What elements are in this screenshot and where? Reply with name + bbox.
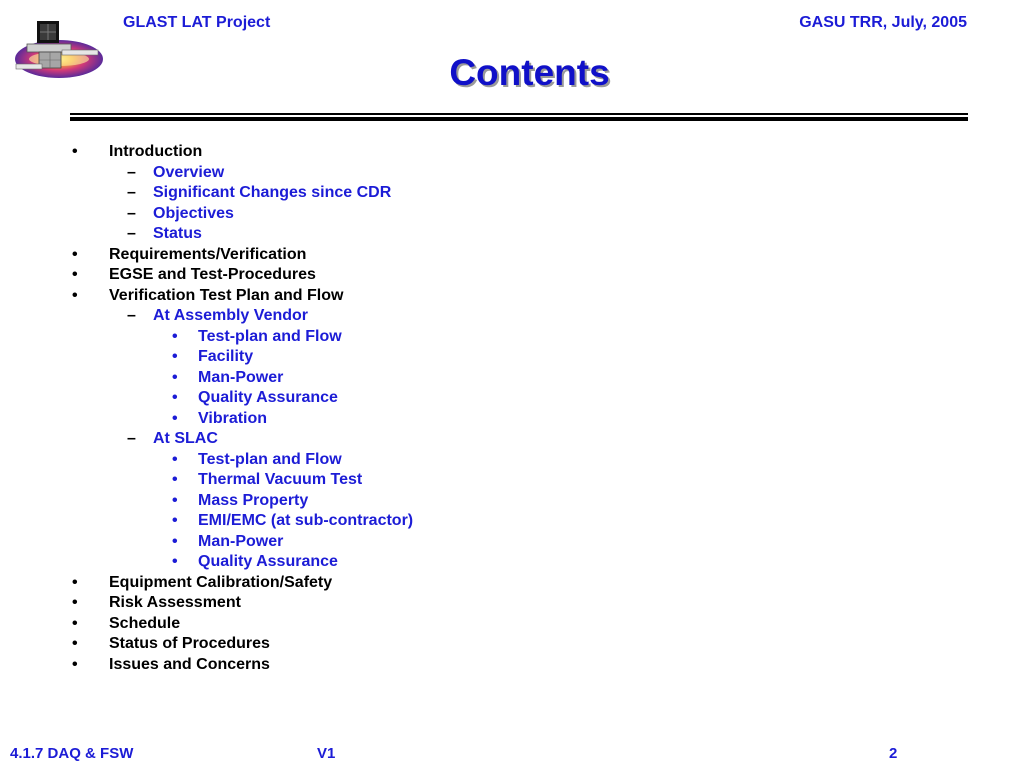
bullet-icon: • bbox=[72, 635, 78, 652]
bullet-icon: • bbox=[172, 368, 178, 386]
bullet-icon: • bbox=[72, 614, 78, 632]
toc-item-label: Objectives bbox=[153, 204, 234, 222]
bullet-icon: • bbox=[72, 594, 78, 611]
bullet-icon: • bbox=[172, 409, 178, 427]
toc-item-label: EMI/EMC (at sub-contractor) bbox=[198, 512, 414, 529]
footer-section: 4.1.7 DAQ & FSW bbox=[10, 745, 134, 762]
bullet-icon: • bbox=[72, 266, 78, 283]
bullet-icon: • bbox=[172, 348, 178, 365]
bullet-icon: • bbox=[172, 512, 178, 529]
bullet-icon: • bbox=[72, 655, 78, 673]
toc-item-label: Man-Power bbox=[198, 368, 284, 386]
bullet-icon: • bbox=[172, 389, 178, 406]
dash-bullet: – bbox=[127, 225, 136, 242]
toc-item-label: Quality Assurance bbox=[198, 389, 338, 406]
toc-item-label: Facility bbox=[198, 348, 254, 365]
header-event: GASU TRR, July, 2005 bbox=[799, 14, 967, 31]
dash-bullet: – bbox=[127, 430, 136, 447]
title-divider-thin bbox=[70, 113, 968, 115]
toc-item-label: Requirements/Verification bbox=[109, 245, 307, 263]
page-title: Contents bbox=[449, 52, 610, 93]
toc-item-label: Verification Test Plan and Flow bbox=[109, 286, 344, 304]
bullet-icon: • bbox=[72, 573, 78, 591]
toc-item-label: Test-plan and Flow bbox=[198, 327, 342, 345]
toc-item-label: Schedule bbox=[109, 614, 181, 632]
toc-item-label: Issues and Concerns bbox=[109, 655, 270, 673]
bullet-icon: • bbox=[72, 143, 78, 160]
toc-item-label: Equipment Calibration/Safety bbox=[109, 573, 333, 591]
bullet-icon: • bbox=[172, 471, 178, 488]
bullet-icon: • bbox=[72, 245, 78, 263]
toc-item-label: Status of Procedures bbox=[109, 635, 270, 652]
bullet-icon: • bbox=[172, 327, 178, 345]
header-project: GLAST LAT Project bbox=[123, 14, 271, 31]
dash-bullet: – bbox=[127, 307, 136, 324]
dash-bullet: – bbox=[127, 163, 136, 181]
toc-item-label: Thermal Vacuum Test bbox=[198, 471, 363, 488]
dash-bullet: – bbox=[127, 204, 136, 222]
toc-item-label: Mass Property bbox=[198, 491, 309, 509]
toc-item-label: Introduction bbox=[109, 143, 203, 160]
dash-bullet: – bbox=[127, 184, 136, 201]
bullet-icon: • bbox=[172, 532, 178, 550]
toc-item-label: Risk Assessment bbox=[109, 594, 241, 611]
footer-version: V1 bbox=[317, 745, 336, 762]
toc-item-label: Status bbox=[153, 225, 202, 242]
page-number: 2 bbox=[889, 745, 898, 762]
bullet-icon: • bbox=[72, 286, 78, 304]
toc-item-label: Significant Changes since CDR bbox=[153, 184, 392, 201]
title-divider-thick bbox=[70, 117, 968, 121]
toc-item-label: At SLAC bbox=[153, 430, 218, 447]
toc-item-label: Test-plan and Flow bbox=[198, 450, 342, 468]
toc-item-label: At Assembly Vendor bbox=[153, 307, 309, 324]
toc-item-label: Man-Power bbox=[198, 532, 284, 550]
toc-item-label: Quality Assurance bbox=[198, 553, 338, 570]
bullet-icon: • bbox=[172, 450, 178, 468]
toc-item-label: Overview bbox=[153, 163, 225, 181]
toc-item-label: EGSE and Test-Procedures bbox=[109, 266, 316, 283]
bullet-icon: • bbox=[172, 491, 178, 509]
toc-item-label: Vibration bbox=[198, 409, 268, 427]
bullet-icon: • bbox=[172, 553, 178, 570]
